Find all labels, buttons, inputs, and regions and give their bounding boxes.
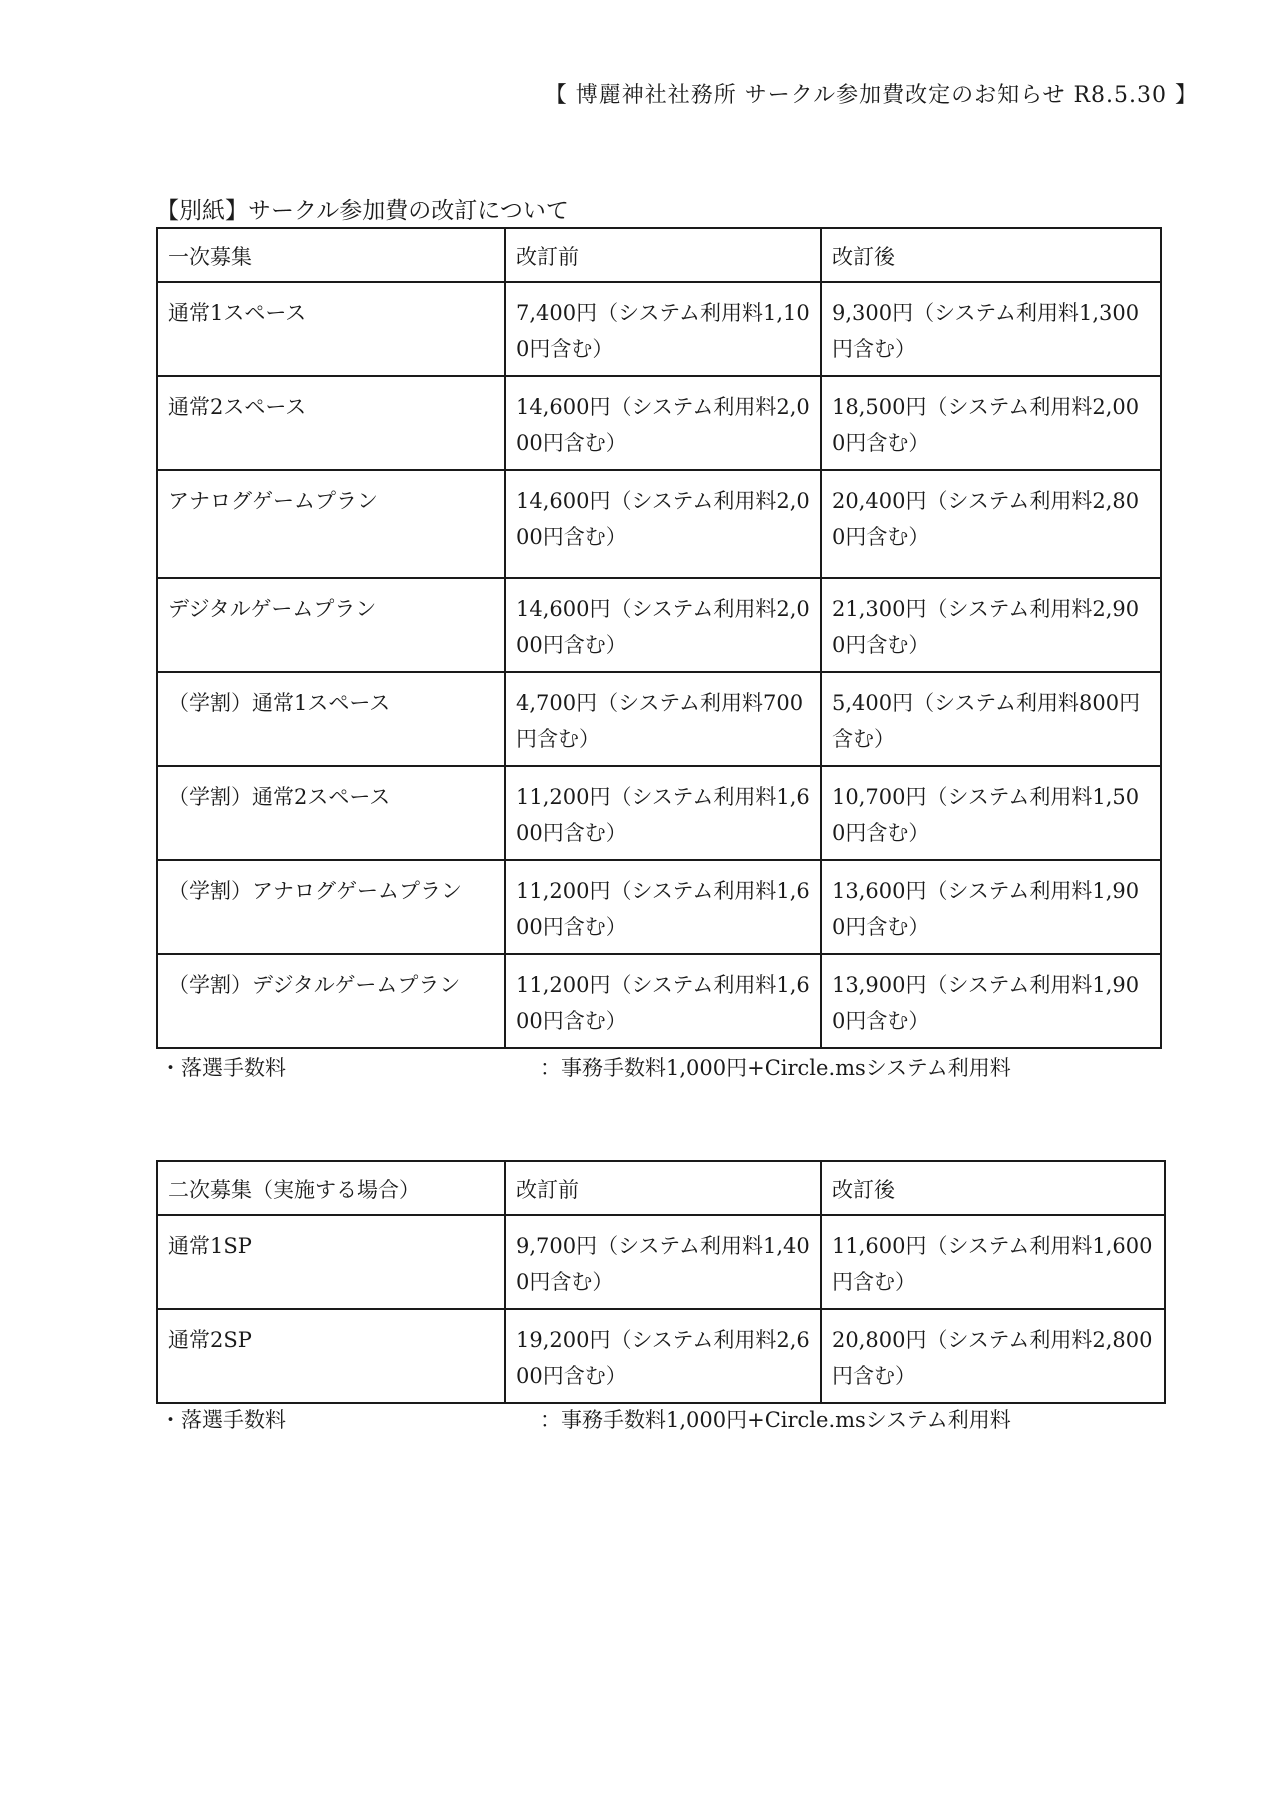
column-header-after: 改訂後: [821, 228, 1161, 282]
plan-name-cell: 通常1SP: [157, 1215, 505, 1309]
fee-before-cell: 19,200円（システム利用料2,600円含む）: [505, 1309, 821, 1403]
fee-after-cell: 13,900円（システム利用料1,900円含む）: [821, 954, 1161, 1048]
fee-after-cell: 21,300円（システム利用料2,900円含む）: [821, 578, 1161, 672]
section-title: 【別紙】サークル参加費の改訂について: [156, 198, 569, 224]
rejection-fee-value: ：事務手数料1,000円+Circle.msシステム利用料: [540, 1056, 1011, 1080]
plan-name-cell: 通常2SP: [157, 1309, 505, 1403]
plan-name-cell: （学割）通常1スペース: [157, 672, 505, 766]
column-header-after: 改訂後: [821, 1161, 1165, 1215]
second-recruitment-fee-table: [156, 1160, 1166, 1404]
rejection-fee-note: [160, 1052, 1011, 1082]
plan-name-cell: アナログゲームプラン: [157, 470, 505, 578]
table-row: [157, 282, 1161, 376]
table-row: [157, 860, 1161, 954]
document-header: 【 博麗神社社務所 サークル参加費改定のお知らせ R8.5.30 】: [544, 83, 1198, 108]
table-header-row: [157, 1161, 1165, 1215]
column-header-before: 改訂前: [505, 228, 821, 282]
table-header-row: [157, 228, 1161, 282]
fee-after-cell: 11,600円（システム利用料1,600円含む）: [821, 1215, 1165, 1309]
fee-before-cell: 11,200円（システム利用料1,600円含む）: [505, 766, 821, 860]
plan-name-cell: デジタルゲームプラン: [157, 578, 505, 672]
table-row: [157, 470, 1161, 578]
fee-before-cell: 11,200円（システム利用料1,600円含む）: [505, 954, 821, 1048]
fee-before-cell: 7,400円（システム利用料1,100円含む）: [505, 282, 821, 376]
fee-after-cell: 13,600円（システム利用料1,900円含む）: [821, 860, 1161, 954]
rejection-fee-note: [160, 1404, 1011, 1434]
fee-after-cell: 10,700円（システム利用料1,500円含む）: [821, 766, 1161, 860]
fee-before-cell: 14,600円（システム利用料2,000円含む）: [505, 578, 821, 672]
column-header-before: 改訂前: [505, 1161, 821, 1215]
first-recruitment-fee-table: [156, 227, 1162, 1049]
plan-name-cell: 通常1スペース: [157, 282, 505, 376]
table-row: [157, 1215, 1165, 1309]
table-row: [157, 954, 1161, 1048]
fee-before-cell: 9,700円（システム利用料1,400円含む）: [505, 1215, 821, 1309]
fee-before-cell: 14,600円（システム利用料2,000円含む）: [505, 376, 821, 470]
column-header-category: 二次募集（実施する場合）: [157, 1161, 505, 1215]
fee-after-cell: 5,400円（システム利用料800円含む）: [821, 672, 1161, 766]
fee-before-cell: 14,600円（システム利用料2,000円含む）: [505, 470, 821, 578]
rejection-fee-label: ・落選手数料: [160, 1056, 286, 1080]
plan-name-cell: （学割）デジタルゲームプラン: [157, 954, 505, 1048]
fee-after-cell: 9,300円（システム利用料1,300円含む）: [821, 282, 1161, 376]
fee-before-cell: 11,200円（システム利用料1,600円含む）: [505, 860, 821, 954]
fee-before-cell: 4,700円（システム利用料700円含む）: [505, 672, 821, 766]
table-row: [157, 376, 1161, 470]
plan-name-cell: 通常2スペース: [157, 376, 505, 470]
fee-after-cell: 18,500円（システム利用料2,000円含む）: [821, 376, 1161, 470]
rejection-fee-label: ・落選手数料: [160, 1408, 286, 1432]
table-row: [157, 672, 1161, 766]
table-row: [157, 766, 1161, 860]
table-row: [157, 578, 1161, 672]
fee-after-cell: 20,400円（システム利用料2,800円含む）: [821, 470, 1161, 578]
fee-after-cell: 20,800円（システム利用料2,800円含む）: [821, 1309, 1165, 1403]
rejection-fee-value: ：事務手数料1,000円+Circle.msシステム利用料: [540, 1408, 1011, 1432]
column-header-category: 一次募集: [157, 228, 505, 282]
plan-name-cell: （学割）アナログゲームプラン: [157, 860, 505, 954]
table-row: [157, 1309, 1165, 1403]
plan-name-cell: （学割）通常2スペース: [157, 766, 505, 860]
